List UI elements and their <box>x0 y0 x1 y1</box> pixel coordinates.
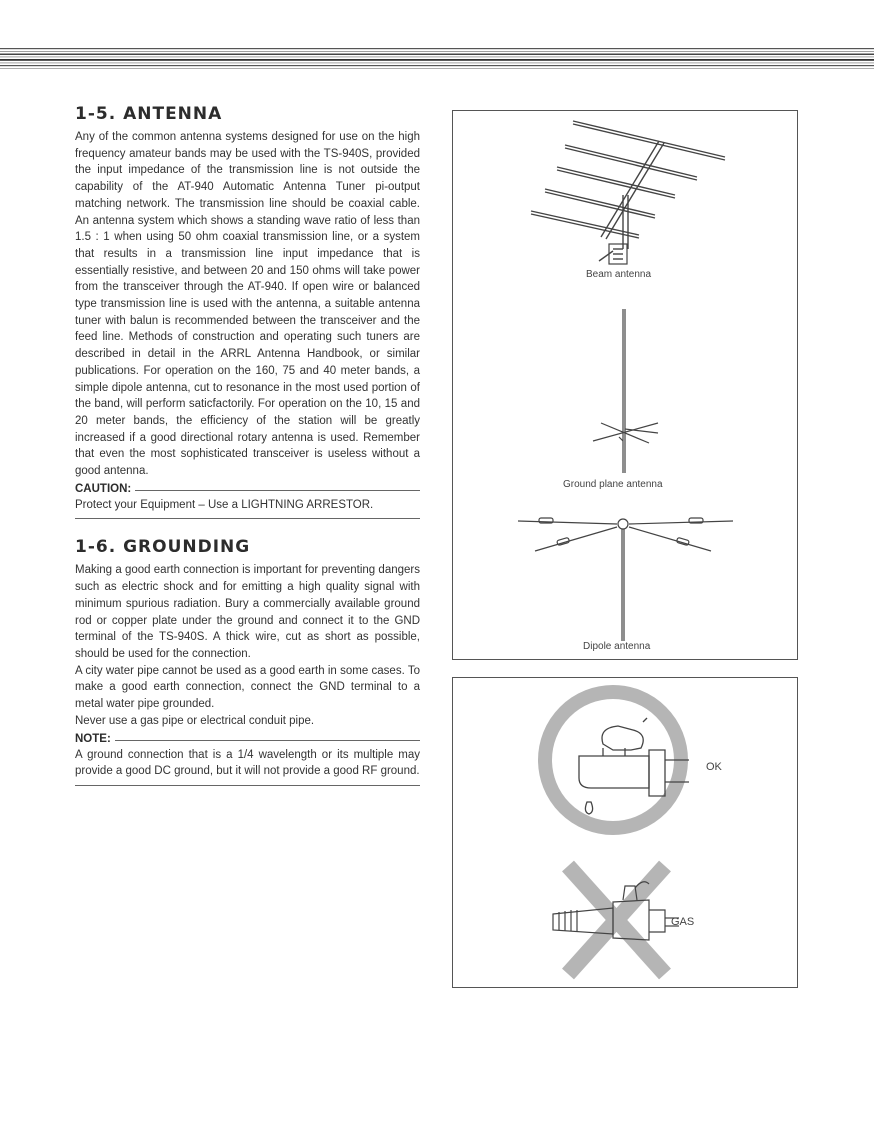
note-divider <box>115 740 420 741</box>
caution-text: Protect your Equipment – Use a LIGHTNING ARRESTOR. <box>75 498 374 511</box>
dipole-antenna-caption: Dipole antenna <box>583 641 651 652</box>
note-bottom-rule <box>75 785 420 786</box>
water-pipe-ok-illustration <box>545 692 689 828</box>
grounding-paragraph-1: Making a good earth connection is important for preventing dangers such as electric shock and for emitting a high quality signal with minimum spurious radiation. Bury a commercially available ground rod or copper plate under the ground and connect it to the GND terminal of the TS-940S. A thick wire, cut as short as possible, should be used for the connection. <box>75 564 420 660</box>
caution-label-row <box>75 482 420 497</box>
section-antenna <box>75 104 420 519</box>
note-label-row <box>75 732 420 747</box>
caution-divider <box>135 490 420 491</box>
grounding-illustrations <box>453 678 797 987</box>
dipole-antenna-illustration <box>518 518 733 641</box>
caution-bottom-rule <box>75 518 420 519</box>
header-rule <box>0 46 874 72</box>
beam-antenna-caption: Beam antenna <box>586 269 652 280</box>
antenna-figure-box <box>452 110 798 660</box>
note-label: NOTE: <box>75 732 111 745</box>
grounding-figure-box <box>452 677 798 988</box>
section-grounding <box>75 537 420 785</box>
grounding-paragraph-2: A city water pipe cannot be used as a good earth in some cases. To make a good earth connection, connect the GND terminal to a metal water pipe grounded. <box>75 664 420 711</box>
grounding-paragraph-3: Never use a gas pipe or electrical conduit pipe. <box>75 714 315 727</box>
gas-pipe-no-illustration <box>553 866 679 974</box>
ok-label: OK <box>706 761 722 773</box>
gas-label: GAS <box>671 916 695 928</box>
antenna-illustrations <box>453 111 797 659</box>
beam-antenna-illustration <box>531 121 725 264</box>
caution-label: CAUTION: <box>75 482 132 495</box>
section-heading-antenna: 1-5. ANTENNA <box>75 104 223 124</box>
section-heading-grounding: 1-6. GROUNDING <box>75 537 251 558</box>
text-column <box>75 104 420 786</box>
ground-plane-antenna-caption: Ground plane antenna <box>563 479 663 490</box>
ground-plane-antenna-illustration <box>593 309 658 473</box>
antenna-paragraph: Any of the common antenna systems designed for use on the high frequency amateur bands may be used with the TS-940S, provided the input impedance of the transmission line is not outside the capability of the AT-940 Automatic Antenna Tuner pi-output matching network. The transmission line should be coaxial cable. An antenna system which shows a standing wave ratio of less than 1.5 : 1 when using 50 ohm coaxial transmission line, or a system that results in a transmission line input impedance that is essentially resistive, and between 20 and 150 ohms will take power from the transceiver through the AT-940. If open wire or balanced type transmission line is used with the antenna, a suitable antenna tuner with balun is recommended between the transceiver and the feed line. Methods of construction and operating such tuners are described in detail in the ARRL Antenna Handbook, or similar publications. For operation on the 160, 75 and 40 meter bands, a simple dipole antenna, cut to resonance in the most used portion of the band, will perform saticfactorily. For operation on the 10, 15 and 20 meter bands, the efficiency of the station will be greatly increased if a good directional rotary antenna is used. Remember that even the most sophisticated transceiver is useless without a good antenna. <box>75 131 420 478</box>
note-text: A ground connection that is a 1/4 wavelength or its multiple may provide a good DC ground, but it will not provide a good RF ground. <box>75 748 420 778</box>
